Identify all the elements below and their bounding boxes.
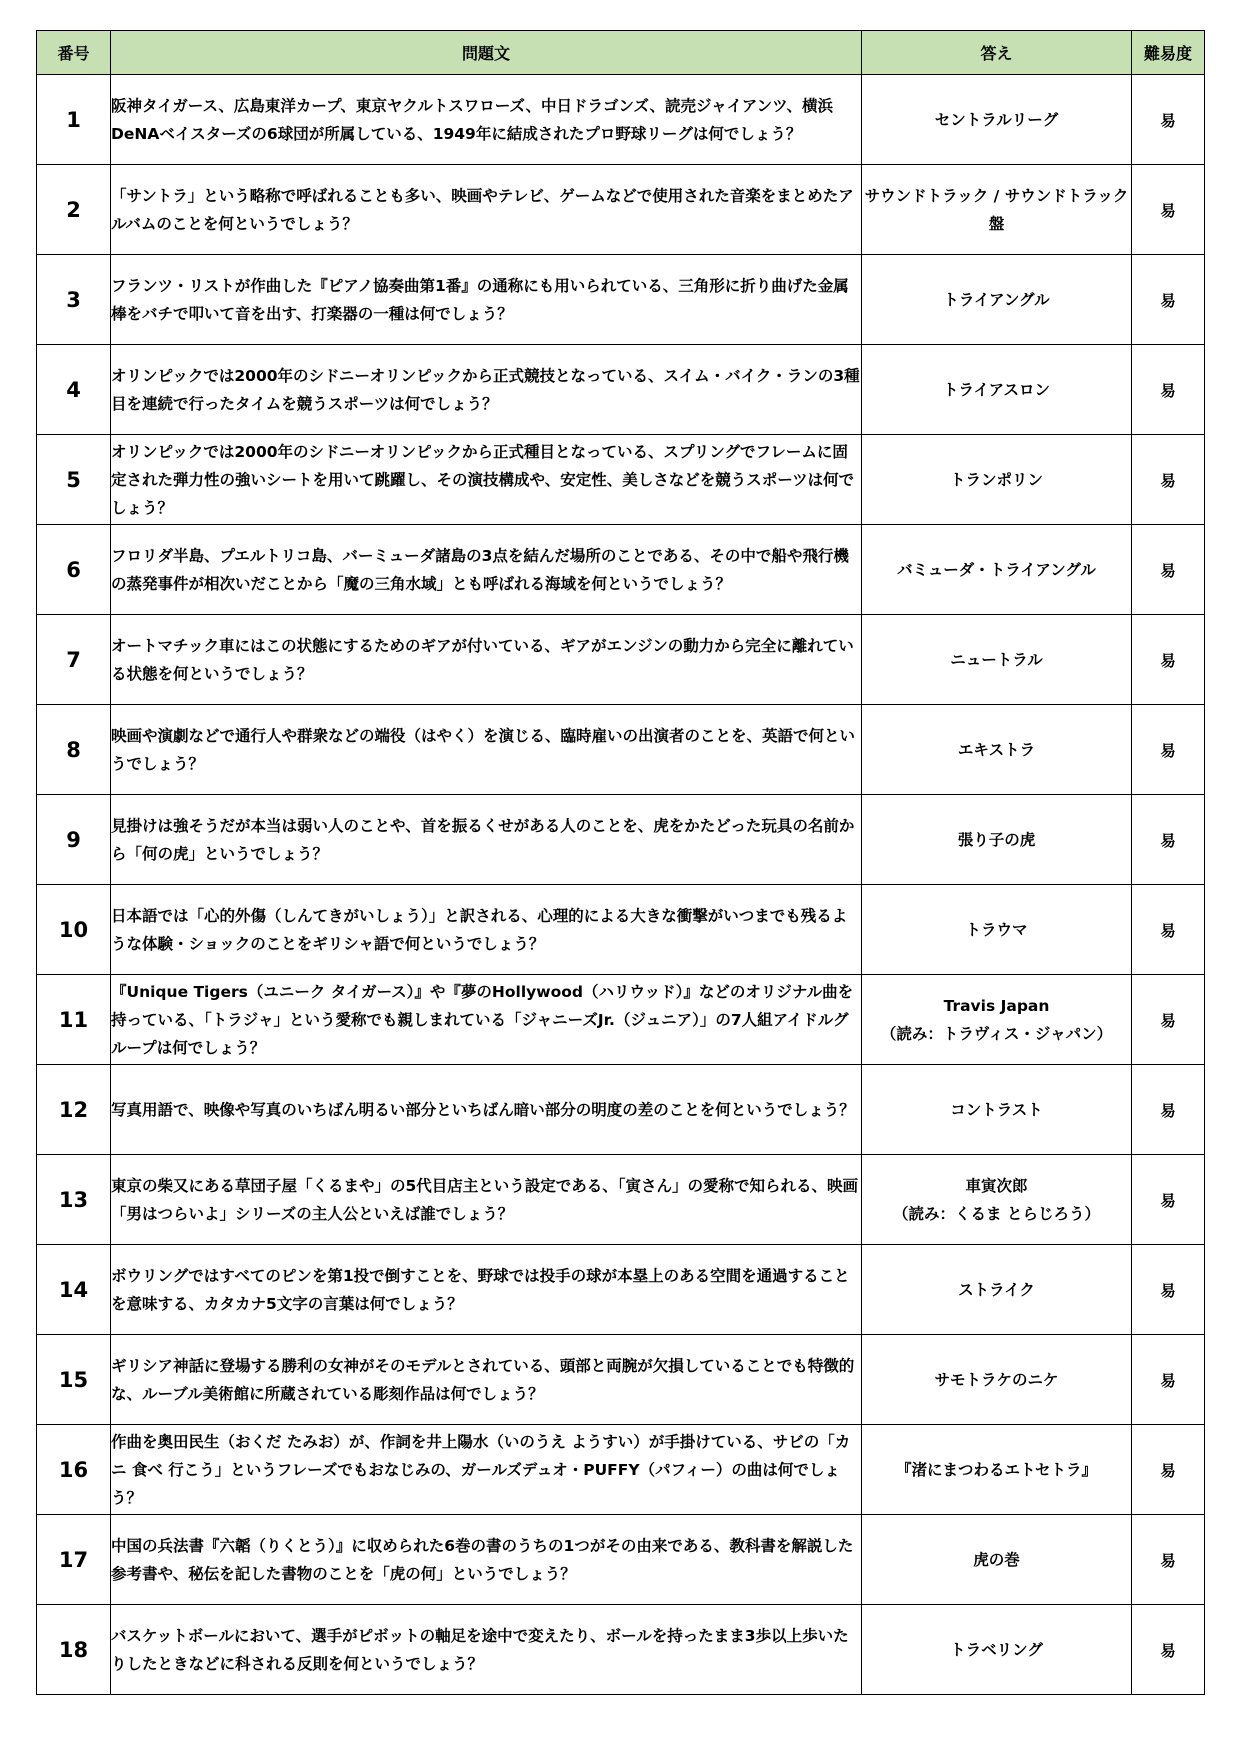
row-number: 18 [37,1605,111,1695]
table-row [37,525,1205,615]
row-number: 3 [37,255,111,345]
row-answer: エキストラ [862,705,1132,795]
row-difficulty: 易 [1132,435,1205,525]
header-question: 問題文 [111,31,862,75]
row-question: 阪神タイガース、広島東洋カープ、東京ヤクルトスワローズ、中日ドラゴンズ、読売ジャイアンツ、横浜DeNAベイスターズの6球団が所属している、1949年に結成されたプロ野球リーグは何でしょう？ [111,75,862,165]
row-number: 17 [37,1515,111,1605]
row-answer: 車寅次郎 （読み：くるま とらじろう） [862,1155,1132,1245]
row-number: 9 [37,795,111,885]
row-difficulty: 易 [1132,1335,1205,1425]
row-difficulty: 易 [1132,165,1205,255]
row-question: 見掛けは強そうだが本当は弱い人のことや、首を振るくせがある人のことを、虎をかたどった玩具の名前から「何の虎」というでしょう？ [111,795,862,885]
row-number: 13 [37,1155,111,1245]
row-question: 『Unique Tigers（ユニーク タイガース）』や『夢のHollywood（ハリウッド）』などのオリジナル曲を持っている、「トラジャ」という愛称でも親しまれている「ジャニーズJr.（ジュニア）」の7人組アイドルグループは何でしょう？ [111,975,862,1065]
row-number: 7 [37,615,111,705]
table-row [37,1065,1205,1155]
row-answer: トラベリング [862,1605,1132,1695]
row-difficulty: 易 [1132,1425,1205,1515]
table-row [37,255,1205,345]
row-question: 映画や演劇などで通行人や群衆などの端役（はやく）を演じる、臨時雇いの出演者のことを、英語で何というでしょう？ [111,705,862,795]
table-row [37,705,1205,795]
row-difficulty: 易 [1132,1155,1205,1245]
table-body [37,75,1205,1695]
row-answer: バミューダ・トライアングル [862,525,1132,615]
table-row [37,1425,1205,1515]
row-difficulty: 易 [1132,795,1205,885]
row-number: 16 [37,1425,111,1515]
row-answer: トラウマ [862,885,1132,975]
row-question: ギリシア神話に登場する勝利の女神がそのモデルとされている、頭部と両腕が欠損していることでも特徴的な、ルーブル美術館に所蔵されている彫刻作品は何でしょう？ [111,1335,862,1425]
header-answer: 答え [862,31,1132,75]
row-difficulty: 易 [1132,1245,1205,1335]
table-row [37,615,1205,705]
table-row [37,435,1205,525]
row-answer: トライアスロン [862,345,1132,435]
table-row [37,345,1205,435]
row-difficulty: 易 [1132,705,1205,795]
row-answer: 『渚にまつわるエトセトラ』 [862,1425,1132,1515]
row-answer: Travis Japan （読み：トラヴィス・ジャパン） [862,975,1132,1065]
row-question: ボウリングではすべてのピンを第1投で倒すことを、野球では投手の球が本塁上のある空間を通過することを意味する、カタカナ5文字の言葉は何でしょう？ [111,1245,862,1335]
row-difficulty: 易 [1132,1065,1205,1155]
table-row [37,1335,1205,1425]
row-number: 12 [37,1065,111,1155]
row-number: 11 [37,975,111,1065]
table-row [37,1515,1205,1605]
table-row [37,885,1205,975]
table-row [37,975,1205,1065]
row-number: 8 [37,705,111,795]
row-question: 中国の兵法書『六韜（りくとう）』に収められた6巻の書のうちの1つがその由来である、教科書を解説した参考書や、秘伝を記した書物のことを「虎の何」というでしょう？ [111,1515,862,1605]
row-question: 写真用語で、映像や写真のいちばん明るい部分といちばん暗い部分の明度の差のことを何というでしょう？ [111,1065,862,1155]
row-difficulty: 易 [1132,615,1205,705]
row-difficulty: 易 [1132,75,1205,165]
row-difficulty: 易 [1132,975,1205,1065]
table-row [37,75,1205,165]
row-question: バスケットボールにおいて、選手がピボットの軸足を途中で変えたり、ボールを持ったまま3歩以上歩いたりしたときなどに科される反則を何というでしょう？ [111,1605,862,1695]
row-difficulty: 易 [1132,255,1205,345]
row-number: 14 [37,1245,111,1335]
row-answer: コントラスト [862,1065,1132,1155]
row-answer: トライアングル [862,255,1132,345]
row-answer: ニュートラル [862,615,1132,705]
row-number: 2 [37,165,111,255]
row-question: オートマチック車にはこの状態にするためのギアが付いている、ギアがエンジンの動力から完全に離れている状態を何というでしょう？ [111,615,862,705]
row-answer: セントラルリーグ [862,75,1132,165]
row-number: 5 [37,435,111,525]
row-number: 6 [37,525,111,615]
row-question: フロリダ半島、プエルトリコ島、バーミューダ諸島の3点を結んだ場所のことである、その中で船や飛行機の蒸発事件が相次いだことから「魔の三角水域」とも呼ばれる海域を何というでしょう？ [111,525,862,615]
row-answer: サウンドトラック / サウンドトラック盤 [862,165,1132,255]
row-question: 「サントラ」という略称で呼ばれることも多い、映画やテレビ、ゲームなどで使用された音楽をまとめたアルバムのことを何というでしょう？ [111,165,862,255]
row-question: 作曲を奥田民生（おくだ たみお）が、作詞を井上陽水（いのうえ ようすい）が手掛けている、サビの「カニ 食べ 行こう」というフレーズでもおなじみの、ガールズデュオ・PUFFY（パフィー）の曲は何でしょう？ [111,1425,862,1515]
table-row [37,1605,1205,1695]
quiz-table [36,30,1205,1695]
row-question: 日本語では「心的外傷（しんてきがいしょう）」と訳される、心理的による大きな衝撃がいつまでも残るような体験・ショックのことをギリシャ語で何というでしょう？ [111,885,862,975]
table-row [37,1245,1205,1335]
row-difficulty: 易 [1132,1515,1205,1605]
row-question: 東京の柴又にある草団子屋「くるまや」の5代目店主という設定である、「寅さん」の愛称で知られる、映画「男はつらいよ」シリーズの主人公といえば誰でしょう？ [111,1155,862,1245]
table-header [37,31,1205,75]
header-difficulty: 難易度 [1132,31,1205,75]
row-question: オリンピックでは2000年のシドニーオリンピックから正式種目となっている、スプリングでフレームに固定された弾力性の強いシートを用いて跳躍し、その演技構成や、安定性、美しさなどを競うスポーツは何でしょう？ [111,435,862,525]
table-row [37,1155,1205,1245]
row-difficulty: 易 [1132,885,1205,975]
row-answer: サモトラケのニケ [862,1335,1132,1425]
row-question: オリンピックでは2000年のシドニーオリンピックから正式競技となっている、スイム・バイク・ランの3種目を連続で行ったタイムを競うスポーツは何でしょう？ [111,345,862,435]
row-number: 4 [37,345,111,435]
row-difficulty: 易 [1132,525,1205,615]
row-answer: 張り子の虎 [862,795,1132,885]
row-question: フランツ・リストが作曲した『ピアノ協奏曲第1番』の通称にも用いられている、三角形に折り曲げた金属棒をバチで叩いて音を出す、打楽器の一種は何でしょう？ [111,255,862,345]
row-difficulty: 易 [1132,1605,1205,1695]
header-row [37,31,1205,75]
row-number: 10 [37,885,111,975]
row-answer: トランポリン [862,435,1132,525]
row-difficulty: 易 [1132,345,1205,435]
row-answer: 虎の巻 [862,1515,1132,1605]
row-answer: ストライク [862,1245,1132,1335]
header-number: 番号 [37,31,111,75]
table-row [37,165,1205,255]
row-number: 1 [37,75,111,165]
row-number: 15 [37,1335,111,1425]
table-row [37,795,1205,885]
